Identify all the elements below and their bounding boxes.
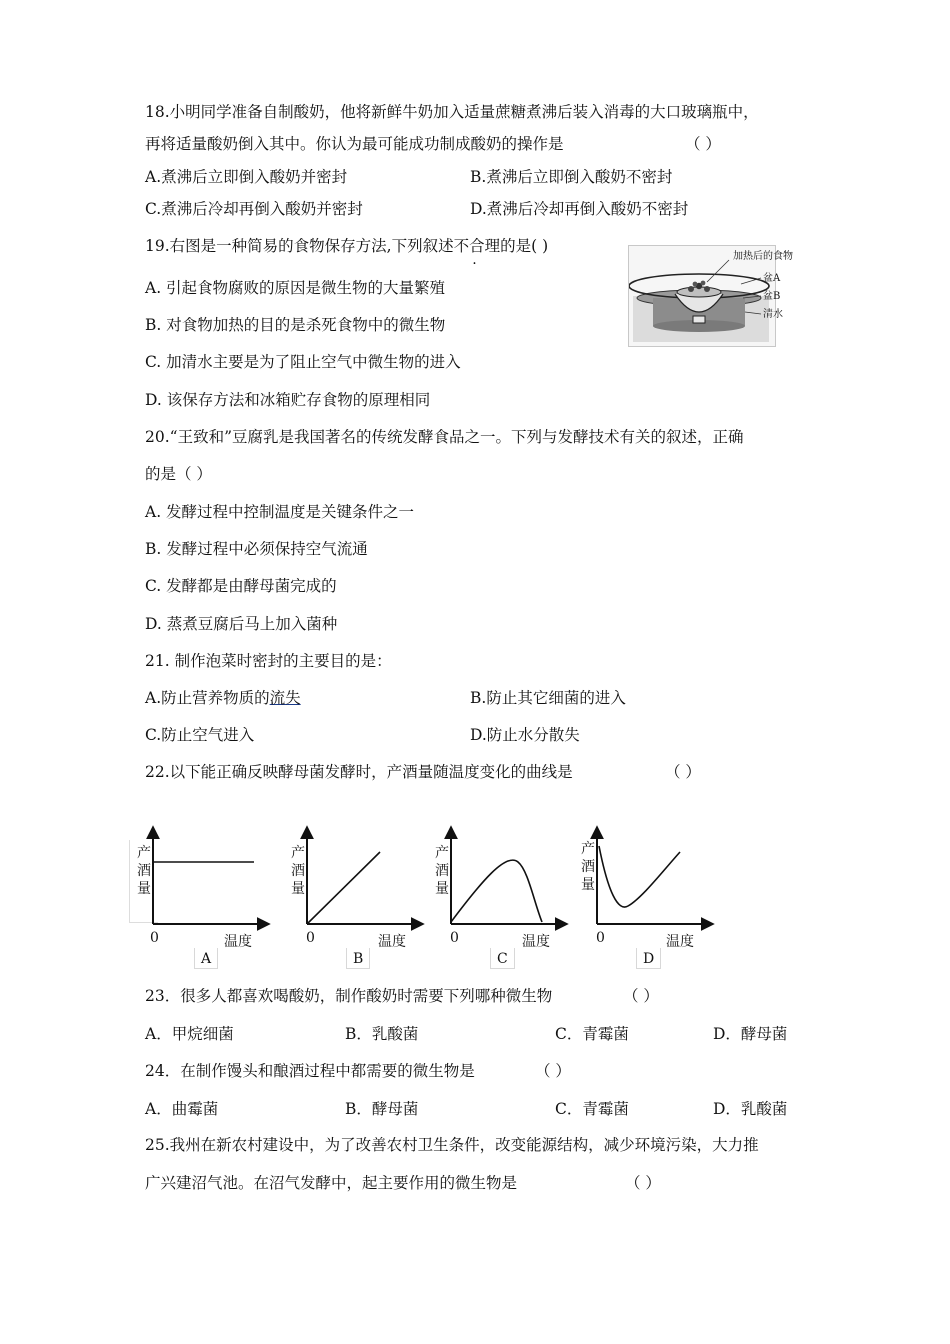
q24-option-d: D．乳酸菌	[713, 1100, 788, 1118]
graph-c-origin: 0	[450, 930, 459, 946]
graph-b-ylabel: 产 酒 量	[291, 845, 305, 897]
q23-stem	[145, 985, 659, 1007]
q18-option-a: A.煮沸后立即倒入酸奶并密封	[145, 168, 348, 186]
graph-a	[128, 822, 278, 972]
figure-label-basin-a: 盆A	[763, 273, 781, 284]
q23-answer-paren: （ ）	[623, 987, 659, 1005]
graph-b-xlabel: 温度	[378, 934, 406, 950]
graph-c-ylabel: 产 酒 量	[435, 845, 449, 897]
q18-option-c: C.煮沸后冷却再倒入酸奶并密封	[145, 200, 363, 218]
q24-option-a: A．曲霉菌	[145, 1100, 219, 1118]
q18-answer-paren: （ ）	[685, 135, 721, 153]
q18-stem-line1: 18.小明同学准备自制酸奶，他将新鲜牛奶加入适量蔗糖煮沸后装入消毒的大口玻璃瓶中，	[145, 103, 759, 121]
graph-c-letter: C	[490, 948, 515, 969]
q24-option-c: C．青霉菌	[555, 1100, 629, 1118]
q19-option-c: C. 加清水主要是为了阻止空气中微生物的进入	[145, 353, 461, 371]
q21-option-a	[145, 687, 301, 709]
figure-label-water: 清水	[763, 309, 783, 320]
q25-answer-paren: （ ）	[625, 1174, 661, 1192]
q24-stem-text: 24．在制作馒头和酿酒过程中都需要的微生物是	[145, 1062, 475, 1080]
q23-stem-text: 23．很多人都喜欢喝酸奶，制作酸奶时需要下列哪种微生物	[145, 987, 553, 1005]
q19-option-a: A. 引起食物腐败的原因是微生物的大量繁殖	[145, 279, 446, 297]
q20-option-c: C. 发酵都是由酵母菌完成的	[145, 577, 337, 595]
q21-option-b: B.防止其它细菌的进入	[470, 689, 626, 707]
q24-answer-paren: （ ）	[535, 1062, 571, 1080]
q18-option-d: D.煮沸后冷却再倒入酸奶不密封	[470, 200, 689, 218]
figure-label-basin-b: 盆B	[763, 291, 781, 302]
q22-answer-paren: （ ）	[665, 763, 701, 781]
q19-stem	[145, 235, 548, 257]
graph-c-xlabel: 温度	[522, 934, 550, 950]
q22-stem	[145, 761, 701, 783]
q24-stem	[145, 1060, 571, 1082]
q25-stem-line1: 25.我州在新农村建设中，为了改善农村卫生条件，改变能源结构，减少环境污染，大力推	[145, 1136, 759, 1154]
q22-stem-text: 22.以下能正确反映酵母菌发酵时，产酒量随温度变化的曲线是	[145, 763, 573, 781]
graph-a-origin: 0	[150, 930, 159, 946]
q19-option-b: B. 对食物加热的目的是杀死食物中的微生物	[145, 316, 446, 334]
graph-a-ylabel: 产 酒 量	[137, 845, 151, 897]
q20-option-a: A. 发酵过程中控制温度是关键条件之一	[145, 503, 415, 521]
q25-stem-line2	[145, 1172, 661, 1194]
graph-d-ylabel: 产 酒 量	[581, 841, 595, 893]
q20-option-b: B. 发酵过程中必须保持空气流通	[145, 540, 368, 558]
q23-option-b: B．乳酸菌	[345, 1025, 419, 1043]
q20-stem-line2: 的是（ ）	[145, 465, 212, 483]
q21-stem: 21. 制作泡菜时密封的主要目的是：	[145, 652, 392, 670]
graph-d-letter: D	[636, 948, 661, 969]
graph-b-letter: B	[346, 948, 370, 969]
q18-stem-line2	[145, 133, 721, 155]
graph-a-xlabel: 温度	[224, 934, 252, 950]
q18-stem-text: 再将适量酸奶倒入其中。你认为最可能成功制成酸奶的操作是	[145, 135, 564, 153]
q23-option-d: D．酵母菌	[713, 1025, 788, 1043]
curve-d	[599, 846, 680, 907]
q19-stem-emphasis: 不合理	[453, 237, 501, 255]
q19-stem-a: 19.右图是一种简易的食物保存方法,下列叙述	[145, 237, 454, 255]
q19-stem-c: 的是( )	[500, 237, 549, 255]
q21-option-a-underlined: 流失	[269, 689, 301, 707]
q21-option-d: D.防止水分散失	[470, 726, 580, 744]
graph-c	[426, 822, 576, 972]
q20-option-d: D. 蒸煮豆腐后马上加入菌种	[145, 615, 338, 633]
curve-c	[451, 860, 542, 922]
graph-d-xlabel: 温度	[666, 934, 694, 950]
q21-option-c: C.防止空气进入	[145, 726, 255, 744]
graph-d	[572, 822, 722, 972]
q24-option-b: B．酵母菌	[345, 1100, 419, 1118]
curve-b	[307, 852, 380, 924]
graph-b	[282, 822, 432, 972]
graph-b-origin: 0	[306, 930, 315, 946]
figure-label-food: 加热后的食物	[733, 251, 793, 262]
graph-a-letter: A	[194, 948, 218, 969]
q23-option-c: C．青霉菌	[555, 1025, 629, 1043]
q18-option-b: B.煮沸后立即倒入酸奶不密封	[470, 168, 673, 186]
q21-option-a-text: A.防止营养物质的	[145, 689, 270, 707]
graph-d-origin: 0	[596, 930, 605, 946]
q19-option-d: D. 该保存方法和冰箱贮存食物的原理相同	[145, 391, 431, 409]
q20-stem-line1: 20.“王致和”豆腐乳是我国著名的传统发酵食品之一。下列与发酵技术有关的叙述，正确	[145, 428, 744, 446]
q25-stem-text: 广兴建沼气池。在沼气发酵中，起主要作用的微生物是	[145, 1174, 518, 1192]
food-preservation-figure	[628, 245, 793, 347]
q23-option-a: A．甲烷细菌	[145, 1025, 234, 1043]
